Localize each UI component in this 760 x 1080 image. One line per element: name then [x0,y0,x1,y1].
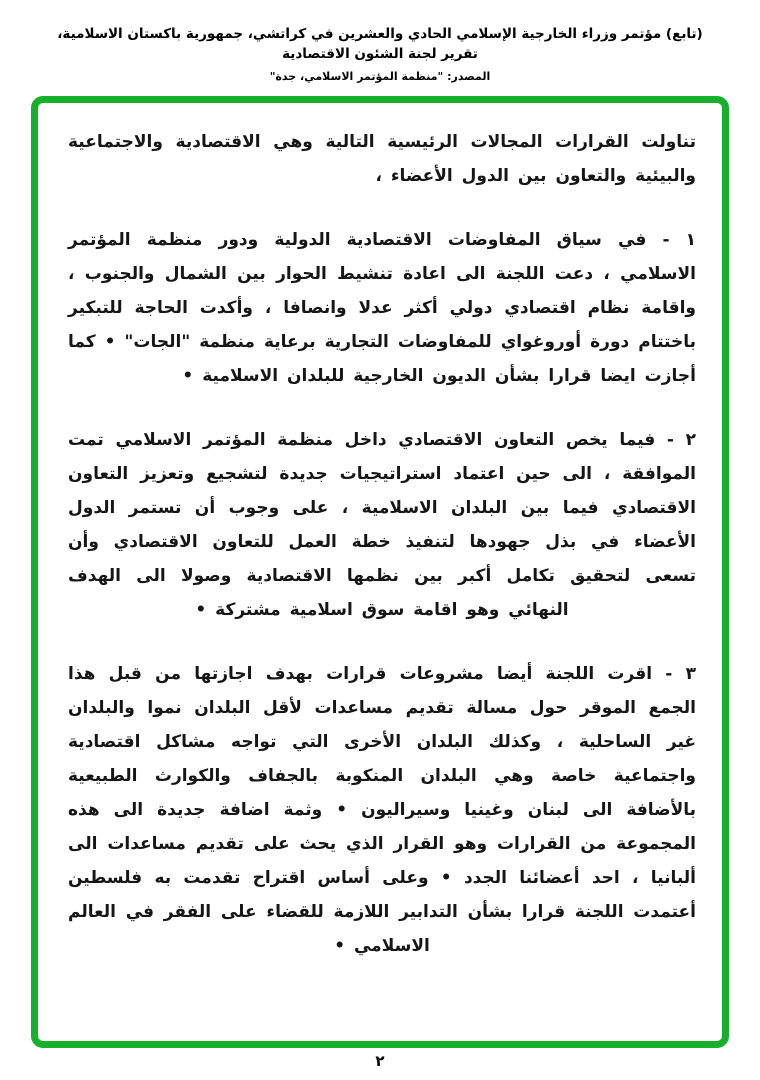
document-source-line: المصدر: "منظمة المؤتمر الاسلامي، جدة" [269,70,491,83]
intro-paragraph: تناولت القرارات المجالات الرئيسية التالية وهي الاقتصادية والاجتماعية والبيئية والتعاون بين الدول الأعضاء ، [68,132,696,186]
paragraph-3: ٣ - اقرت اللجنة أيضا مشروعات قرارات بهدف اجازتها من قبل هذا الجمع الموقر حول مسالة تقديم مساعدات لأقل البلدان نموا والبلدان غير الساحلية ، وكذلك البلدان الأخرى التي تواجه مشاكل اقتصادية واجتماعية خاصة وهي البلدان المنكوبة بالجفاف والكوارث الطبيعية بالأضافة الى لبنان وغينيا وسيراليون • وثمة اضافة جديدة الى هذه المجموعة من القرارات وهو القرار الذي يحث على تقديم مساعدات الى ألبانيا ، احد أعضائنا الجدد • وعلى أساس اقتراح تقدمت به فلسطين أعتمدت اللجنة قرارا بشأن التدابير اللازمة للقضاء على الفقر في العالم الاسلامي • [68,664,696,956]
paragraph-1: ١ - في سياق المفاوضات الاقتصادية الدولية ودور منظمة المؤتمر الاسلامي ، دعت اللجنة الى اعادة تنشيط الحوار بين الشمال والجنوب ، واقامة نظام اقتصادي دولي أكثر عدلا وانصافا ، وأكدت الحاجة للتبكير باختتام دورة أوروغواي للمفاوضات التجارية برعاية منظمة "الجات" • كما أجازت ايضا قرارا بشأن الديون الخارجية للبلدان الاسلامية • [68,230,696,386]
paragraph-2: ٢ - فيما يخص التعاون الاقتصادي داخل منظمة المؤتمر الاسلامي تمت الموافقة ، الى حين اعتماد استراتيجيات جديدة لتشجيع وتعزيز التعاون الاقتصادي فيما بين البلدان الاسلامية ، على وجوب أن تستمر الدول الأعضاء في بذل جهودها لتنفيذ خطة العمل للتعاون الاقتصادي وأن تسعى لتحقيق تكامل أكبر بين نظمها الاقتصادية وصولا الى الهدف النهائي وهو اقامة سوق اسلامية مشتركة • [68,430,696,620]
page-number: ٢ [375,1052,385,1070]
green-border-frame [31,96,729,1048]
document-title: (تابع) مؤتمر وزراء الخارجية الإسلامي الحادي والعشرين في كراتشي، جمهورية باكستان الاسلامية، تقرير لجنة الشئون الاقتصادية [57,26,703,62]
document-header [0,0,760,83]
